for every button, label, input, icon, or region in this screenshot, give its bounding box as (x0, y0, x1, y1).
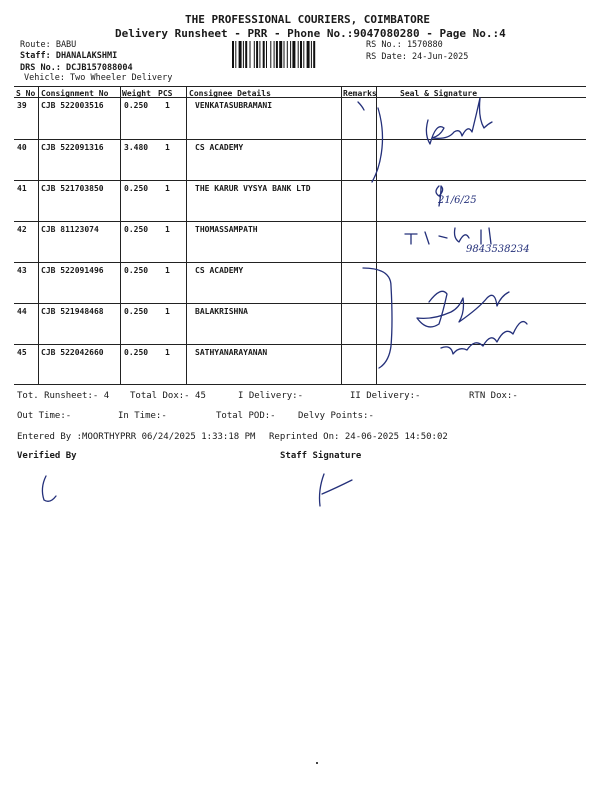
cell-pcs: 1 (165, 348, 170, 357)
total-dox: Total Dox:- 45 (130, 391, 206, 401)
col-divider (38, 86, 39, 384)
cell-sno: 45 (17, 348, 27, 357)
reprinted-on: Reprinted On: 24-06-2025 14:50:02 (269, 432, 448, 442)
cell-consignment: CJB 521948468 (41, 307, 104, 316)
rs-number: RS No.: 1570880 (366, 40, 443, 50)
staff-label: Staff: DHANALAKSHMI (20, 51, 118, 61)
signature-row-39-40 (350, 88, 520, 188)
handwritten-phone: 9843538234 (466, 244, 530, 255)
cell-consignee: THE KARUR VYSYA BANK LTD (195, 184, 311, 193)
cell-pcs: 1 (165, 101, 170, 110)
cell-consignment: CJB 81123074 (41, 225, 99, 234)
cell-pcs: 1 (165, 225, 170, 234)
cell-consignment: CJB 522091496 (41, 266, 104, 275)
total-pod: Total POD:- (216, 411, 276, 421)
rtn-dox: RTN Dox:- (469, 391, 518, 401)
cell-pcs: 1 (165, 266, 170, 275)
header-weight: Weight (122, 89, 151, 98)
in-time: In Time:- (118, 411, 167, 421)
header-seal-signature: Seal & Signature (400, 89, 478, 98)
cell-consignment: CJB 522091316 (41, 143, 104, 152)
handwritten-date: 21/6/25 (438, 195, 477, 206)
cell-consignee: VENKATASUBRAMANI (195, 101, 273, 110)
cell-sno: 43 (17, 266, 27, 275)
cell-weight: 0.250 (124, 266, 149, 275)
cell-weight: 0.250 (124, 225, 149, 234)
cell-sno: 40 (17, 143, 27, 152)
cell-consignee: CS ACADEMY (195, 143, 244, 152)
drs-label: DRS No.: DCJB157088004 (20, 63, 133, 73)
vehicle-label: Vehicle: Two Wheeler Delivery (24, 73, 173, 83)
i-delivery: I Delivery:- (238, 391, 304, 401)
rs-date: RS Date: 24-Jun-2025 (366, 52, 469, 62)
header-consignment: Consignment No (41, 89, 109, 98)
cell-pcs: 1 (165, 143, 170, 152)
cell-weight: 3.480 (124, 143, 149, 152)
signature-row-41 (425, 182, 465, 212)
header-sno: S No (16, 89, 36, 98)
staff-signature-mark (300, 466, 370, 516)
cell-consignee: SATHYANARAYANAN (195, 348, 268, 357)
cell-sno: 41 (17, 184, 27, 193)
cell-sno: 39 (17, 101, 27, 110)
cell-sno: 42 (17, 225, 27, 234)
table-bottom-border (14, 384, 586, 385)
cell-consignee: BALAKRISHNA (195, 307, 248, 316)
barcode-icon (232, 41, 356, 68)
header-consignee: Consignee Details (189, 89, 271, 98)
cell-weight: 0.250 (124, 307, 149, 316)
company-title: THE PROFESSIONAL COURIERS, COIMBATORE (185, 13, 431, 26)
ii-delivery: II Delivery:- (350, 391, 421, 401)
row-separator (14, 221, 586, 222)
cell-consignee: THOMASSAMPATH (195, 225, 258, 234)
col-divider (120, 86, 121, 384)
cell-consignment: CJB 522003516 (41, 101, 104, 110)
cell-consignment: CJB 522042660 (41, 348, 104, 357)
verified-by-signature (30, 470, 80, 510)
cell-weight: 0.250 (124, 101, 149, 110)
header-remarks: Remarks (343, 89, 377, 98)
col-divider (186, 86, 187, 384)
cell-consignment: CJB 521703850 (41, 184, 104, 193)
verified-by-label: Verified By (17, 451, 77, 461)
cell-weight: 0.250 (124, 348, 149, 357)
signature-row-43-45 (355, 262, 545, 372)
runsheet-subtitle: Delivery Runsheet - PRR - Phone No.:9047080280 - Page No.:4 (115, 27, 506, 40)
entered-by: Entered By :MOORTHYPRR 06/24/2025 1:33:18 PM (17, 432, 256, 442)
stray-dot (316, 762, 318, 764)
cell-sno: 44 (17, 307, 27, 316)
cell-pcs: 1 (165, 307, 170, 316)
staff-signature-label: Staff Signature (280, 451, 362, 461)
cell-consignee: CS ACADEMY (195, 266, 244, 275)
route-label: Route: BABU (20, 40, 77, 50)
out-time: Out Time:- (17, 411, 72, 421)
delvy-points: Delvy Points:- (298, 411, 374, 421)
cell-pcs: 1 (165, 184, 170, 193)
col-divider (341, 86, 342, 384)
tot-runsheet: Tot. Runsheet:- 4 (17, 391, 110, 401)
table-top-border (14, 86, 586, 87)
cell-weight: 0.250 (124, 184, 149, 193)
header-pcs: PCS (158, 89, 173, 98)
